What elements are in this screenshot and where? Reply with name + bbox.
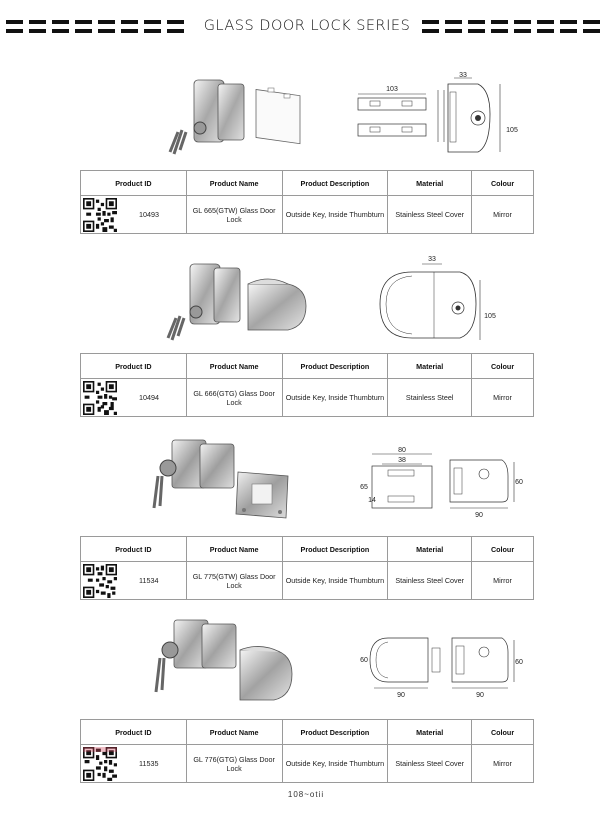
dim-3-height: 65 bbox=[360, 484, 368, 491]
header-dash-rule-right bbox=[422, 20, 606, 34]
table-row bbox=[81, 562, 534, 600]
col-header-material: Material bbox=[388, 171, 472, 196]
product-id-cell bbox=[81, 379, 187, 417]
dim-3-offset: 14 bbox=[368, 497, 376, 504]
col-header-id: Product ID bbox=[81, 720, 187, 745]
technical-drawing-3 bbox=[354, 444, 524, 522]
col-header-name: Product Name bbox=[186, 720, 282, 745]
product-material: Stainless Steel Cover bbox=[388, 745, 472, 783]
col-header-name: Product Name bbox=[186, 171, 282, 196]
product-material: Stainless Steel bbox=[388, 379, 472, 417]
technical-drawing-4 bbox=[356, 630, 526, 702]
technical-drawing-2 bbox=[372, 252, 502, 350]
col-header-id: Product ID bbox=[81, 171, 187, 196]
table-row bbox=[81, 379, 534, 417]
product-colour: Mirror bbox=[472, 562, 534, 600]
dim-2-height: 105 bbox=[484, 313, 496, 320]
product-id-cell bbox=[81, 196, 187, 234]
col-header-material: Material bbox=[388, 720, 472, 745]
product-id: 10493 bbox=[139, 210, 159, 219]
spec-table-3 bbox=[80, 536, 534, 600]
col-header-name: Product Name bbox=[186, 537, 282, 562]
col-header-colour: Colour bbox=[472, 354, 534, 379]
spec-table-1 bbox=[80, 170, 534, 234]
dim-2-depth: 33 bbox=[428, 256, 436, 263]
dim-4-height-right: 60 bbox=[515, 659, 523, 666]
spec-table-2 bbox=[80, 353, 534, 417]
col-header-description: Product Description bbox=[282, 171, 388, 196]
product-material: Stainless Steel Cover bbox=[388, 196, 472, 234]
product-id-cell bbox=[81, 745, 187, 783]
table-row bbox=[81, 745, 534, 783]
col-header-name: Product Name bbox=[186, 354, 282, 379]
product-description: Outside Key, Inside Thumbturn bbox=[282, 379, 388, 417]
dim-1-height: 105 bbox=[506, 127, 518, 134]
product-description: Outside Key, Inside Thumbturn bbox=[282, 196, 388, 234]
product-id-cell bbox=[81, 562, 187, 600]
page-title: GLASS DOOR LOCK SERIES bbox=[203, 18, 411, 34]
qr-code-icon[interactable] bbox=[83, 564, 117, 598]
product-name: GL 776(GTG) Glass Door Lock bbox=[186, 745, 282, 783]
spec-table-4 bbox=[80, 719, 534, 783]
col-header-id: Product ID bbox=[81, 354, 187, 379]
col-header-description: Product Description bbox=[282, 720, 388, 745]
page-header bbox=[0, 18, 612, 42]
dim-3-depth: 60 bbox=[515, 479, 523, 486]
header-dash-rule-left bbox=[6, 20, 191, 34]
col-header-material: Material bbox=[388, 537, 472, 562]
col-header-id: Product ID bbox=[81, 537, 187, 562]
table-header-row bbox=[81, 354, 534, 379]
product-colour: Mirror bbox=[472, 379, 534, 417]
product-colour: Mirror bbox=[472, 196, 534, 234]
dim-3-slot: 38 bbox=[398, 457, 406, 464]
product-photo-4 bbox=[148, 614, 298, 706]
product-photo-1 bbox=[160, 68, 310, 168]
page-number: 108~otii bbox=[287, 790, 325, 799]
product-description: Outside Key, Inside Thumbturn bbox=[282, 745, 388, 783]
dim-3-length: 90 bbox=[475, 512, 483, 519]
product-id: 10494 bbox=[139, 393, 159, 402]
product-colour: Mirror bbox=[472, 745, 534, 783]
product-name: GL 666(GTG) Glass Door Lock bbox=[186, 379, 282, 417]
technical-drawing-1 bbox=[350, 70, 525, 165]
product-id: 11534 bbox=[139, 576, 159, 585]
table-header-row bbox=[81, 720, 534, 745]
dim-4-height-left: 60 bbox=[360, 657, 368, 664]
dim-1-width: 103 bbox=[386, 86, 398, 93]
qr-code-icon[interactable] bbox=[83, 381, 117, 415]
qr-code-icon[interactable] bbox=[83, 198, 117, 232]
table-row bbox=[81, 196, 534, 234]
product-photo-3 bbox=[148, 432, 298, 524]
table-header-row bbox=[81, 537, 534, 562]
dim-4-length-left: 90 bbox=[397, 692, 405, 699]
dim-1-depth: 33 bbox=[459, 72, 467, 79]
col-header-material: Material bbox=[388, 354, 472, 379]
product-id: 11535 bbox=[139, 759, 159, 768]
dim-3-width: 80 bbox=[398, 447, 406, 454]
product-material: Stainless Steel Cover bbox=[388, 562, 472, 600]
col-header-description: Product Description bbox=[282, 354, 388, 379]
qr-code-icon[interactable] bbox=[83, 747, 117, 781]
dim-4-length-right: 90 bbox=[476, 692, 484, 699]
col-header-colour: Colour bbox=[472, 537, 534, 562]
product-name: GL 665(GTW) Glass Door Lock bbox=[186, 196, 282, 234]
product-name: GL 775(GTW) Glass Door Lock bbox=[186, 562, 282, 600]
product-photo-2 bbox=[160, 256, 310, 351]
col-header-description: Product Description bbox=[282, 537, 388, 562]
table-header-row bbox=[81, 171, 534, 196]
col-header-colour: Colour bbox=[472, 171, 534, 196]
product-description: Outside Key, Inside Thumbturn bbox=[282, 562, 388, 600]
col-header-colour: Colour bbox=[472, 720, 534, 745]
